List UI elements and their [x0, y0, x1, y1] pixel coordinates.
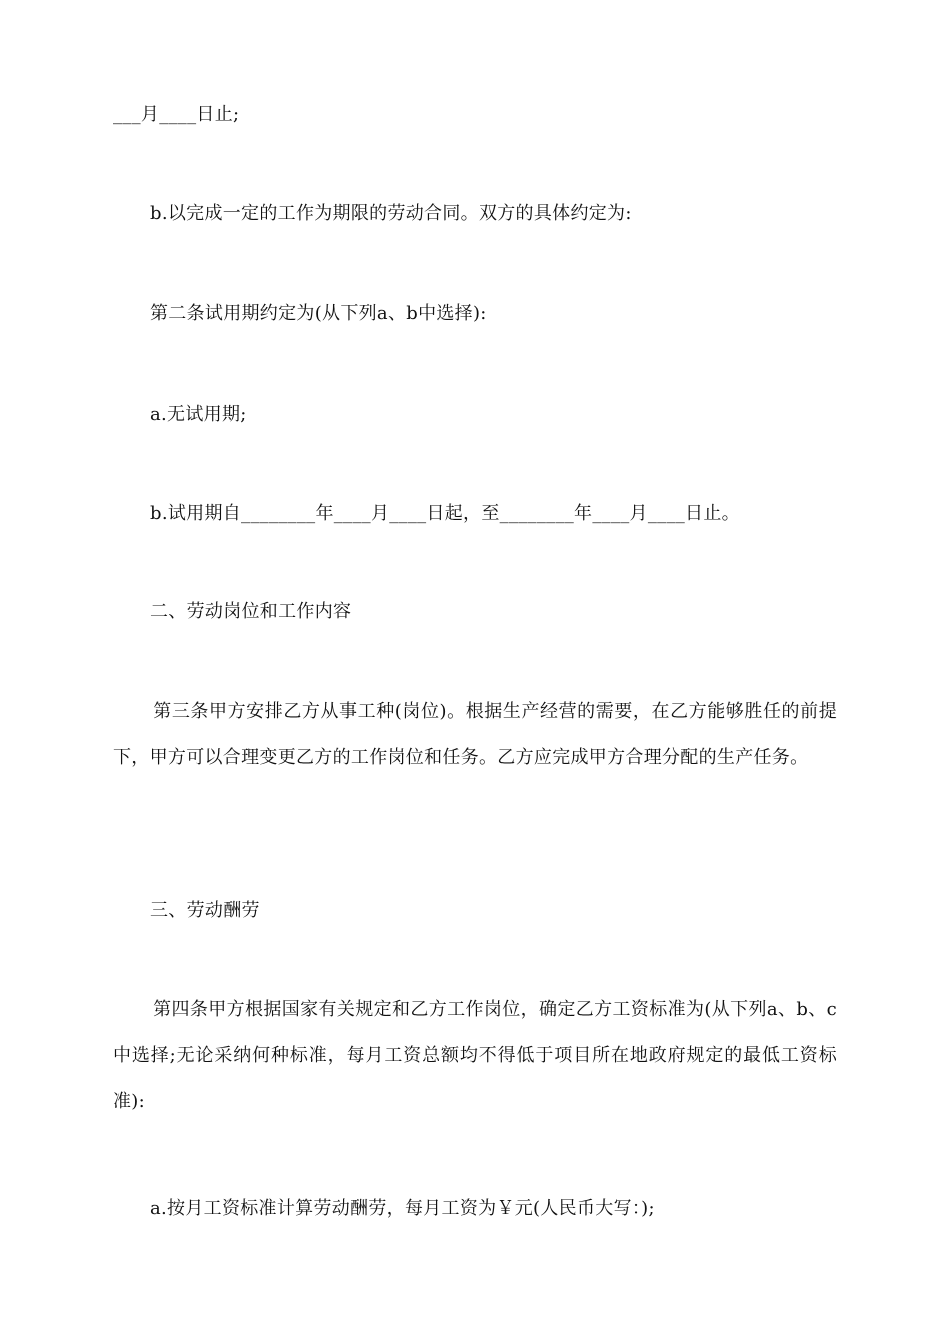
clause-a-monthly-wage: a.按月工资标准计算劳动酬劳，每月工资为￥元(人民币大写：); — [150, 1198, 655, 1219]
article-4-paragraph — [113, 987, 837, 1125]
article-3-text: 第三条甲方安排乙方从事工种(岗位)。根据生产经营的需要，在乙方能够胜任的前提下，甲方可以合理变更乙方的工作岗位和任务。乙方应完成甲方合理分配的生产任务。 — [113, 701, 837, 768]
article-4-text: 第四条甲方根据国家有关规定和乙方工作岗位，确定乙方工资标准为(从下列a、b、c中选择;无论采纳何种标准，每月工资总额均不得低于项目所在地政府规定的最低工资标准): — [113, 999, 837, 1112]
date-end-line: ___月____日止; — [113, 104, 240, 125]
article-2-probation-heading: 第二条试用期约定为(从下列a、b中选择): — [150, 303, 487, 324]
clause-b-task-contract: b.以完成一定的工作为期限的劳动合同。双方的具体约定为: — [150, 203, 632, 224]
clause-a-no-probation: a.无试用期; — [150, 404, 247, 425]
section-2-heading: 二、劳动岗位和工作内容 — [150, 601, 352, 622]
article-3-paragraph — [113, 689, 837, 781]
section-3-heading: 三、劳动酬劳 — [150, 900, 260, 921]
clause-b-probation-period: b.试用期自________年____月____日起，至________年____月____日止。 — [150, 503, 740, 524]
